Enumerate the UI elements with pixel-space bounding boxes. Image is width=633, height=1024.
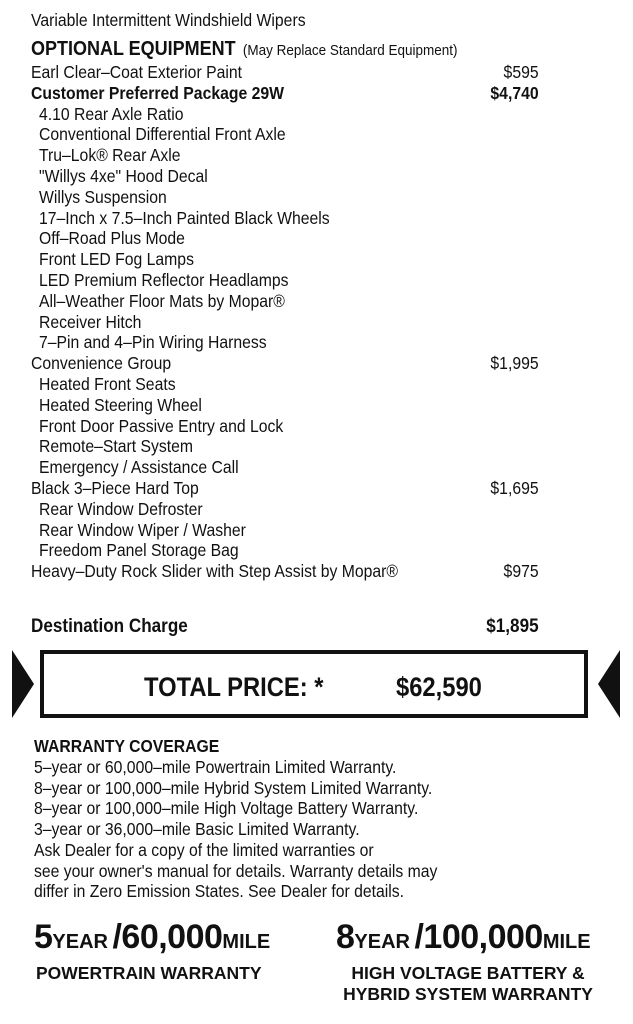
badge-years: 5: [34, 918, 53, 956]
package-feature-row: [39, 291, 539, 312]
optional-equipment-header: [31, 38, 458, 61]
warranty-text-line: 3–year or 36,000–mile Basic Limited Warranty.: [34, 819, 360, 840]
option-price: $4,740: [490, 82, 539, 103]
option-label: Black 3–Piece Hard Top: [31, 478, 199, 498]
warranty-text-line: 5–year or 60,000–mile Powertrain Limited Warranty.: [34, 757, 397, 777]
destination-charge-price: $1,895: [486, 616, 539, 637]
warranty-coverage-title: WARRANTY COVERAGE: [34, 736, 220, 756]
option-label: Earl Clear–Coat Exterior Paint: [31, 62, 242, 82]
package-feature-row: [39, 395, 539, 416]
package-feature-row: [39, 187, 539, 208]
package-feature-label: Heated Front Seats: [39, 374, 176, 394]
option-row: [31, 561, 539, 582]
left-pointer-arrow-icon: [12, 650, 34, 718]
package-feature-label: Rear Window Wiper / Washer: [39, 519, 246, 540]
option-row: [31, 353, 539, 374]
badge-slash: /: [112, 918, 122, 956]
package-feature-label: All–Weather Floor Mats by Mopar®: [39, 290, 285, 311]
package-feature-row: [39, 208, 539, 229]
standard-feature-text: Variable Intermittent Windshield Wipers: [31, 10, 306, 30]
package-feature-row: [39, 124, 539, 145]
package-feature-row: [39, 270, 539, 291]
option-price: $595: [503, 62, 539, 82]
option-label: Heavy–Duty Rock Slider with Step Assist by Mopar®: [31, 561, 399, 582]
battery-warranty-caption-line2: HYBRID SYSTEM WARRANTY: [343, 984, 593, 1004]
badge-mile-word: MILE: [542, 931, 591, 953]
option-price: $1,695: [490, 478, 539, 498]
package-feature-row: [39, 416, 539, 437]
optional-equipment-note: (May Replace Standard Equipment): [242, 42, 458, 59]
warranty-text-line: Ask Dealer for a copy of the limited warranties or: [34, 839, 374, 860]
total-price-label: TOTAL PRICE: *: [144, 672, 324, 702]
package-feature-label: Front Door Passive Entry and Lock: [39, 415, 284, 436]
option-row: [31, 478, 539, 499]
package-feature-label: Receiver Hitch: [39, 311, 142, 332]
battery-warranty-caption: [336, 963, 600, 1005]
package-feature-row: [39, 228, 539, 249]
option-label: Customer Preferred Package 29W: [31, 82, 284, 103]
badge-year-word: YEAR: [52, 931, 108, 953]
package-feature-label: Willys Suspension: [39, 186, 167, 207]
package-feature-label: Rear Window Defroster: [39, 498, 203, 519]
destination-charge-label: Destination Charge: [31, 616, 188, 637]
package-feature-row: [39, 104, 539, 125]
right-pointer-arrow-icon: [598, 650, 620, 718]
package-feature-label: Heated Steering Wheel: [39, 394, 202, 415]
package-feature-row: [39, 249, 539, 270]
package-feature-label: Conventional Differential Front Axle: [39, 124, 286, 145]
standard-feature-line: [31, 10, 539, 31]
powertrain-warranty-badge: [34, 918, 270, 957]
optional-equipment-title: OPTIONAL EQUIPMENT: [31, 38, 236, 60]
package-feature-row: [39, 540, 539, 561]
package-feature-label: Emergency / Assistance Call: [39, 457, 239, 478]
badge-mile-word: MILE: [222, 931, 271, 953]
package-feature-row: [39, 312, 539, 333]
battery-warranty-badge: [336, 918, 591, 957]
badge-miles: 60,000: [121, 918, 223, 956]
package-feature-row: [39, 457, 539, 478]
package-feature-label: "Willys 4xe" Hood Decal: [39, 166, 208, 186]
package-feature-label: Remote–Start System: [39, 436, 194, 457]
package-feature-row: [39, 374, 539, 395]
total-price-value: $62,590: [396, 672, 482, 702]
package-feature-row: [39, 520, 539, 541]
warranty-text-line: see your owner's manual for details. Warranty details may: [34, 860, 438, 881]
package-feature-label: Tru–Lok® Rear Axle: [39, 145, 181, 166]
warranty-text-line: 8–year or 100,000–mile High Voltage Battery Warranty.: [34, 798, 419, 819]
package-feature-label: 4.10 Rear Axle Ratio: [39, 103, 184, 124]
package-feature-label: Freedom Panel Storage Bag: [39, 540, 239, 561]
package-feature-label: LED Premium Reflector Headlamps: [39, 270, 289, 290]
warranty-text-line: 8–year or 100,000–mile Hybrid System Limited Warranty.: [34, 777, 433, 798]
package-feature-row: [39, 166, 539, 187]
badge-miles: 100,000: [423, 918, 543, 956]
package-feature-label: Front LED Fog Lamps: [39, 249, 194, 270]
warranty-text-line: differ in Zero Emission States. See Dealer for details.: [34, 881, 405, 902]
badge-slash: /: [414, 918, 424, 956]
badge-years: 8: [336, 918, 355, 956]
package-feature-label: 17–Inch x 7.5–Inch Painted Black Wheels: [39, 207, 330, 228]
option-label: Convenience Group: [31, 353, 172, 374]
package-feature-label: Off–Road Plus Mode: [39, 228, 185, 249]
battery-warranty-caption-line1: HIGH VOLTAGE BATTERY &: [351, 963, 585, 983]
package-feature-row: [39, 436, 539, 457]
package-feature-row: [39, 499, 539, 520]
package-feature-row: [39, 145, 539, 166]
option-row: [31, 62, 539, 83]
destination-charge-row: [31, 615, 539, 639]
total-price-box: [40, 650, 588, 718]
badge-year-word: YEAR: [354, 931, 410, 953]
option-price: $975: [503, 561, 539, 582]
option-row: [31, 83, 539, 104]
option-price: $1,995: [490, 353, 539, 374]
package-feature-label: 7–Pin and 4–Pin Wiring Harness: [39, 332, 267, 353]
powertrain-warranty-caption: POWERTRAIN WARRANTY: [36, 963, 262, 983]
package-feature-row: [39, 332, 539, 353]
